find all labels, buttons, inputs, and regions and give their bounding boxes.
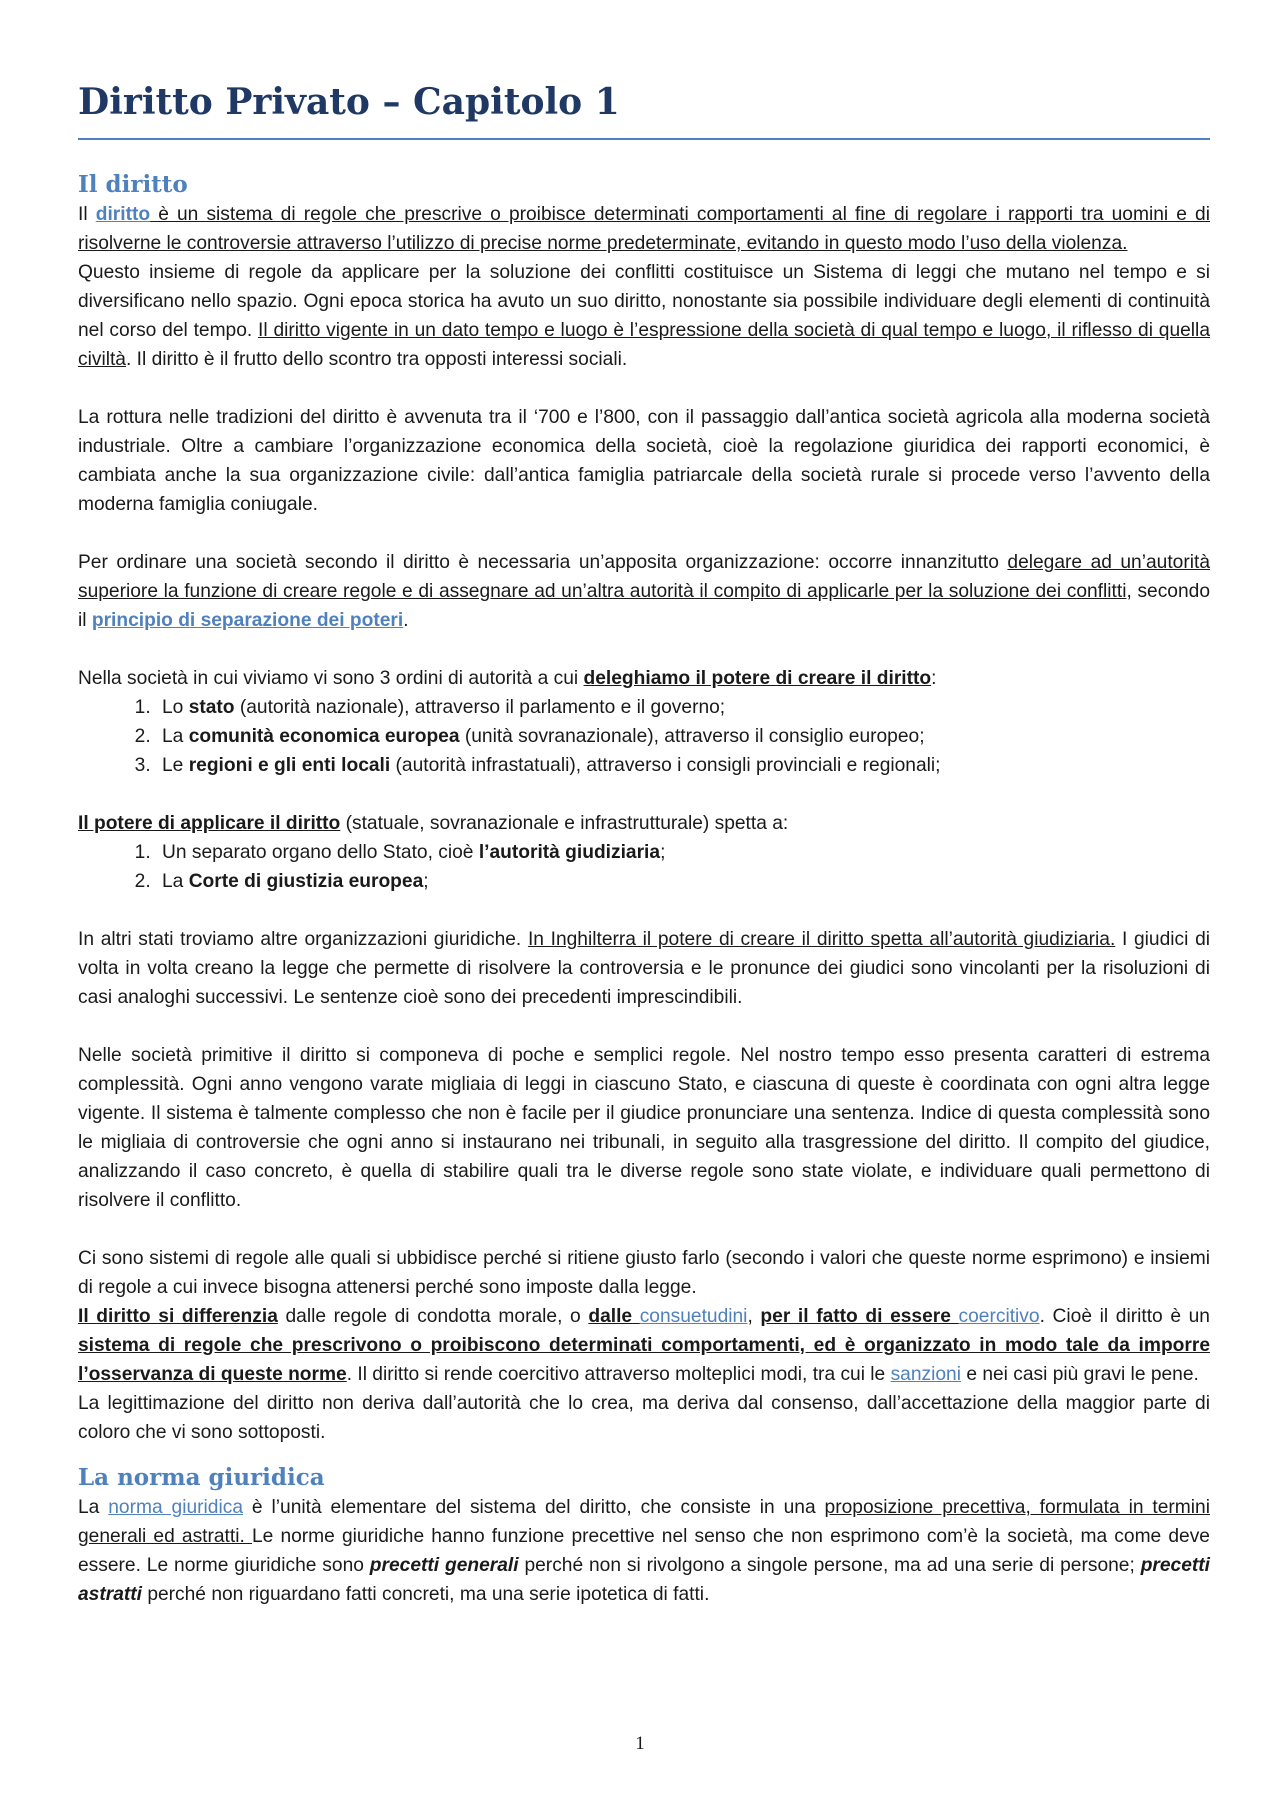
document-page [78,80,1210,1609]
text-run: Un separato organo dello Stato, cioè [162,842,479,863]
text-run: dalle regole di condotta morale, o [277,1306,589,1327]
text-run: (autorità infrastatuali), attraverso i consigli provinciali e regionali; [390,755,941,776]
text-run: . [403,610,409,631]
emphasis-text: Il diritto si differenzia [78,1306,278,1327]
text-run: perché non si rivolgono a singole persone, ma ad una serie di persone; [518,1555,1141,1576]
text-run: La rottura nelle tradizioni del diritto è avvenuta tra il ‘700 e l’800, con il passaggio dall’antica società agricola alla moderna società industriale. Oltre a cambiare l’organizzazione economica della società, cioè la regolazione giuridica dei rapporti economici, è cambiata anche la sua organizzazione civile: dall’antica famiglia patriarcale della società rurale si procede verso l’avvento della moderna famiglia coniugale. [78,407,1210,515]
paragraph-spacer [78,1012,1210,1041]
numbered-list [78,838,1210,896]
paragraph [78,1389,1210,1447]
term-link[interactable]: coercitivo [958,1306,1040,1327]
text-run: . Cioè il diritto è un [1039,1306,1210,1327]
text-run: La legittimazione del diritto non deriva dall’autorità che lo crea, ma deriva dal consenso, dall’accettazione della maggior parte di coloro che vi sono sottoposti. [78,1393,1210,1443]
text-run: : [931,668,937,689]
emphasis-text: per il fatto di essere [760,1306,959,1327]
text-run: La [162,726,189,747]
paragraph-spacer [78,896,1210,925]
text-run: (autorità nazionale), attraverso il parlamento e il governo; [234,697,726,718]
text-run: , secondo il [78,581,1210,631]
emphasis-text: Il diritto vigente in un dato tempo e luogo è l’espressione della società di qual tempo e luogo, il riflesso di quella civiltà [78,320,1210,370]
text-run: Il [78,204,96,225]
section-heading-la-norma-giuridica: La norma giuridica [78,1464,325,1491]
text-run: La [78,1497,109,1518]
list-item [156,867,1210,896]
emphasis-text: deleghiamo il potere di creare il diritto [583,668,932,689]
paragraph [78,1302,1210,1389]
paragraph [78,258,1210,374]
list-item [156,751,1210,780]
emphasis-text: delegare ad un’autorità superiore la funzione di creare regole e di assegnare ad un’altra autorità il compito di applicarle per la soluzione dei conflitti [78,552,1210,602]
paragraph [78,1493,1210,1609]
emphasis-text: dalle [588,1306,640,1327]
emphasis-text: precetti astratti [78,1555,1210,1605]
term-link[interactable]: consuetudini [639,1306,748,1327]
paragraph-spacer [78,519,1210,548]
emphasis-text: l’autorità giudiziaria [478,842,661,863]
emphasis-text: comunità economica europea [188,726,460,747]
text-run: Per ordinare una società secondo il diritto è necessaria un’apposita organizzazione: occorre innanzitutto [78,552,1008,573]
text-run: (unità sovranazionale), attraverso il consiglio europeo; [459,726,925,747]
section-heading-il-diritto: Il diritto [78,171,188,198]
list-item [156,693,1210,722]
text-run: ; [660,842,666,863]
text-run: Le [162,755,189,776]
emphasis-text: sistema di regole che prescrivono o proibiscono determinati comportamenti, ed è organizzato in modo tale da imporre l’osservanza di queste norme [78,1335,1210,1385]
emphasis-text: regioni e gli enti locali [188,755,391,776]
page-title: Diritto Privato – Capitolo 1 [78,80,1210,140]
text-run: (statuale, sovranazionale e infrastrutturale) spetta a: [340,813,789,834]
paragraph [78,809,1210,838]
text-run: Ci sono sistemi di regole alle quali si ubbidisce perché si ritiene giusto farlo (secondo i valori che queste norme esprimono) e insiemi di regole a cui invece bisogna attenersi perché sono imposte dalla legge. [78,1248,1210,1298]
paragraph-spacer [78,1215,1210,1244]
text-run: Questo insieme di regole da applicare per la soluzione dei conflitti costituisce un Sistema di leggi che mutano nel tempo e si diversificano nello spazio. Ogni epoca storica ha avuto un suo diritto, nonostante sia possibile individuare degli elementi di continuità nel corso del tempo. [78,262,1210,341]
numbered-list [78,693,1210,780]
text-run: . Il diritto è il frutto dello scontro tra opposti interessi sociali. [125,349,628,370]
text-run: In altri stati troviamo altre organizzazioni giuridiche. [78,929,528,950]
paragraph-spacer [78,635,1210,664]
text-run: Nella società in cui viviamo vi sono 3 ordini di autorità a cui [78,668,584,689]
page-number: 1 [635,1733,645,1754]
text-run: , [747,1306,761,1327]
emphasis-text: precetti generali [369,1555,519,1576]
list-item [156,838,1210,867]
list-item [156,722,1210,751]
emphasis-text: Corte di giustizia europea [188,871,424,892]
paragraph [78,548,1210,635]
text-run: ; [423,871,429,892]
text-run: Nelle società primitive il diritto si componeva di poche e semplici regole. Nel nostro tempo esso presenta caratteri di estrema complessità. Ogni anno vengono varate migliaia di leggi in ciascuno Stato, e ciascuna di queste è coordinata con ogni altra legge vigente. Il sistema è talmente complesso che non è facile per il giudice pronunciare una sentenza. Indice di questa complessità sono le migliaia di controversie che ogni anno si instaurano nei tribunali, in seguito alla trasgressione del diritto. Il compito del giudice, analizzando il caso concreto, è quella di stabilire quali tra le diverse regole sono state violate, e individuare quali permettono di risolvere il conflitto. [78,1045,1210,1211]
text-run: Le norme giuridiche hanno funzione precettive nel senso che non esprimono com’è la società, ma come deve essere. Le norme giuridiche sono [78,1526,1210,1576]
text-run: I giudici di volta in volta creano la legge che permette di risolvere la controversia e le pronunce dei giudici sono vincolanti per la risoluzioni di casi analoghi successivi. Le sentenze cioè sono dei precedenti imprescindibili. [78,929,1211,1008]
paragraph [78,1244,1210,1302]
text-run: Lo [162,697,189,718]
text-run: La [162,871,189,892]
term-link[interactable]: norma giuridica [108,1497,244,1518]
paragraph [78,403,1210,519]
term-link[interactable]: diritto [95,204,151,225]
emphasis-text: stato [188,697,235,718]
term-link[interactable]: sanzioni [890,1364,961,1385]
text-run: e nei casi più gravi le pene. [960,1364,1199,1385]
emphasis-text: proposizione precettiva, formulata in termini generali ed astratti. [78,1497,1210,1547]
emphasis-text: In Inghilterra il potere di creare il diritto spetta all’autorità giudiziaria. [527,929,1116,950]
paragraph-spacer [78,374,1210,403]
text-run: perché non riguardano fatti concreti, ma una serie ipotetica di fatti. [141,1584,710,1605]
emphasis-text: Il potere di applicare il diritto [78,813,341,834]
paragraph [78,200,1210,258]
paragraph [78,664,1210,693]
paragraph [78,1041,1210,1215]
term-link[interactable]: principio di separazione dei poteri [91,610,404,631]
text-run: è l’unità elementare del sistema del diritto, che consiste in una [243,1497,825,1518]
text-run: . Il diritto si rende coercitivo attraverso molteplici modi, tra cui le [346,1364,891,1385]
paragraph [78,925,1210,1012]
paragraph-spacer [78,780,1210,809]
emphasis-text: è un sistema di regole che prescrive o proibisce determinati comportamenti al fine di regolare i rapporti tra uomini e di risolverne le controversie attraverso l’utilizzo di precise norme predeterminate, evitando in questo modo l’uso della violenza. [78,204,1210,254]
